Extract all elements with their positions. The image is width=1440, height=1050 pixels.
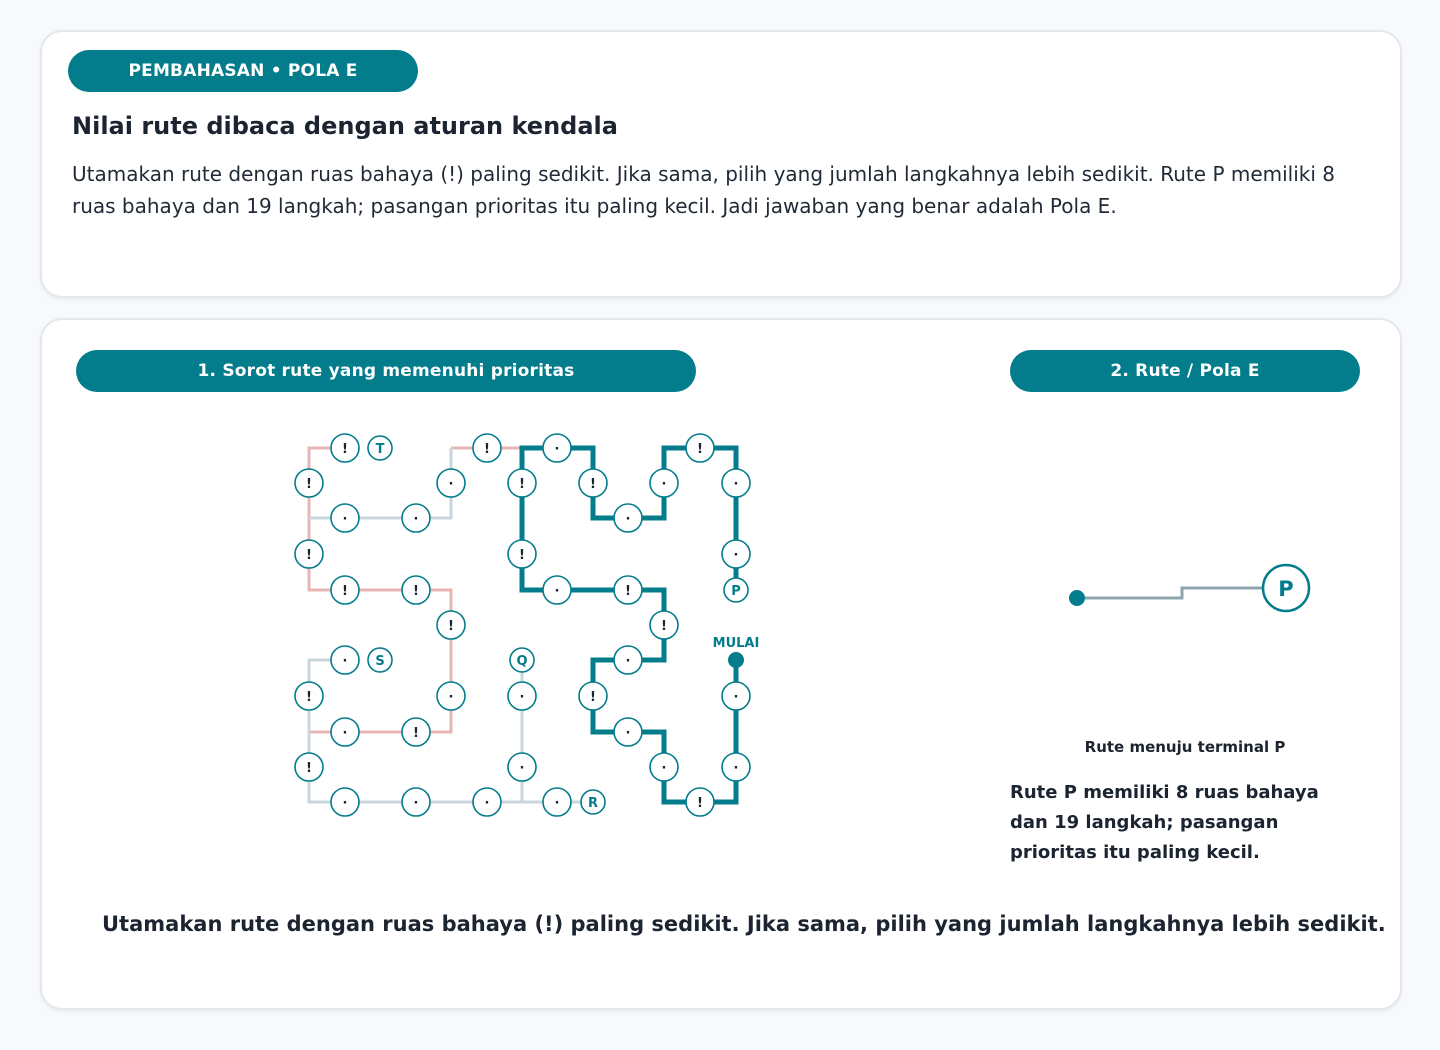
hazard-node [331, 576, 359, 604]
node-label: · [413, 796, 419, 811]
node-label: ! [342, 442, 348, 457]
safe-node [402, 504, 430, 532]
hazard-node [579, 682, 607, 710]
safe-node [331, 788, 359, 816]
explanation-badge: PEMBAHASAN • POLA E [68, 50, 418, 92]
maze-nodes [295, 434, 750, 816]
safe-node [508, 753, 536, 781]
safe-node [614, 718, 642, 746]
hazard-node [508, 469, 536, 497]
node-label: ! [590, 477, 596, 492]
node-label: · [733, 477, 739, 492]
node-label: ! [413, 584, 419, 599]
safe-node [508, 682, 536, 710]
node-label: ! [306, 761, 312, 776]
hazard-node [686, 788, 714, 816]
hazard-node [686, 434, 714, 462]
explanation-title: Nilai rute dibaca dengan aturan kendala [72, 112, 618, 140]
node-label: ! [342, 584, 348, 599]
safe-node [722, 682, 750, 710]
node-label: ! [661, 619, 667, 634]
node-label: · [342, 726, 348, 741]
node-label: · [519, 690, 525, 705]
safe-node [331, 504, 359, 532]
safe-node [437, 682, 465, 710]
safe-node [473, 788, 501, 816]
safe-node [614, 646, 642, 674]
path-to-t-hazard [309, 448, 451, 802]
node-label: · [448, 690, 454, 705]
safe-node [543, 434, 571, 462]
safe-node [650, 753, 678, 781]
terminal-node [368, 648, 392, 672]
route-preview-start [1069, 590, 1085, 606]
hazard-node [614, 576, 642, 604]
hazard-node [295, 540, 323, 568]
node-label: · [661, 477, 667, 492]
node-label: Q [516, 654, 528, 669]
step2-header: 2. Rute / Pola E [1010, 350, 1360, 392]
hazard-node [437, 611, 465, 639]
hazard-node [579, 469, 607, 497]
node-label: R [587, 796, 599, 811]
node-label: · [625, 726, 631, 741]
priority-rule: Utamakan rute dengan ruas bahaya (!) paling sedikit. Jika sama, pilih yang jumlah langkahnya lebih sedikit. [102, 912, 1386, 936]
safe-node [722, 469, 750, 497]
hazard-node [295, 682, 323, 710]
safe-node [650, 469, 678, 497]
safe-node [437, 469, 465, 497]
hazard-node [402, 718, 430, 746]
route-preview [1020, 540, 1340, 650]
hazard-node [650, 611, 678, 639]
node-label: · [554, 442, 560, 457]
node-label: ! [625, 584, 631, 599]
hazard-node [295, 469, 323, 497]
node-label: · [484, 796, 490, 811]
node-label: · [661, 761, 667, 776]
node-label: · [342, 654, 348, 669]
route-preview-line [1077, 588, 1286, 598]
hazard-node [331, 434, 359, 462]
route-caption: Rute menuju terminal P [1084, 738, 1286, 756]
node-label: ! [448, 619, 454, 634]
safe-node [543, 576, 571, 604]
maze-highlighted-route [519, 448, 736, 802]
start-dot [728, 652, 744, 668]
route-terminal-label: P [1278, 577, 1294, 601]
step1-header: 1. Sorot rute yang memenuhi prioritas [76, 350, 696, 392]
route-description: Rute P memiliki 8 ruas bahaya dan 19 langkah; pasangan prioritas itu paling kecil. [1010, 782, 1319, 863]
node-label: · [413, 512, 419, 527]
explanation-body: Utamakan rute dengan ruas bahaya (!) paling sedikit. Jika sama, pilih yang jumlah langkahnya lebih sedikit. Rute P memiliki 8 ruas bahaya dan 19 langkah; pasangan prioritas itu paling kecil. Jadi jawaban yang benar adalah Pola E. [72, 162, 1336, 218]
node-label: · [625, 654, 631, 669]
hazard-node [295, 753, 323, 781]
node-label: · [733, 548, 739, 563]
node-label: T [375, 442, 385, 457]
node-label: ! [484, 442, 490, 457]
node-label: · [733, 690, 739, 705]
node-label: ! [590, 690, 596, 705]
hazard-node [473, 434, 501, 462]
node-label: · [342, 796, 348, 811]
terminal-node [581, 790, 605, 814]
terminal-node [510, 648, 534, 672]
node-label: ! [697, 796, 703, 811]
node-label: · [342, 512, 348, 527]
node-label: ! [413, 726, 419, 741]
route-segment [519, 448, 736, 802]
node-label: · [448, 477, 454, 492]
node-label: ! [519, 548, 525, 563]
node-label: · [519, 761, 525, 776]
node-label: S [375, 654, 385, 669]
node-label: ! [519, 477, 525, 492]
node-label: · [625, 512, 631, 527]
safe-node [543, 788, 571, 816]
safe-node [402, 788, 430, 816]
safe-node [722, 540, 750, 568]
node-label: ! [697, 442, 703, 457]
node-label: · [554, 584, 560, 599]
node-label: P [731, 584, 741, 599]
safe-node [331, 646, 359, 674]
safe-node [614, 504, 642, 532]
node-label: ! [306, 477, 312, 492]
terminal-node [368, 436, 392, 460]
node-label: · [733, 761, 739, 776]
safe-node [331, 718, 359, 746]
node-label: ! [306, 548, 312, 563]
hazard-node [402, 576, 430, 604]
node-label: · [554, 796, 560, 811]
hazard-node [508, 540, 536, 568]
start-label: MULAI [712, 636, 760, 651]
safe-node [722, 753, 750, 781]
node-label: ! [306, 690, 312, 705]
terminal-node [724, 578, 748, 602]
